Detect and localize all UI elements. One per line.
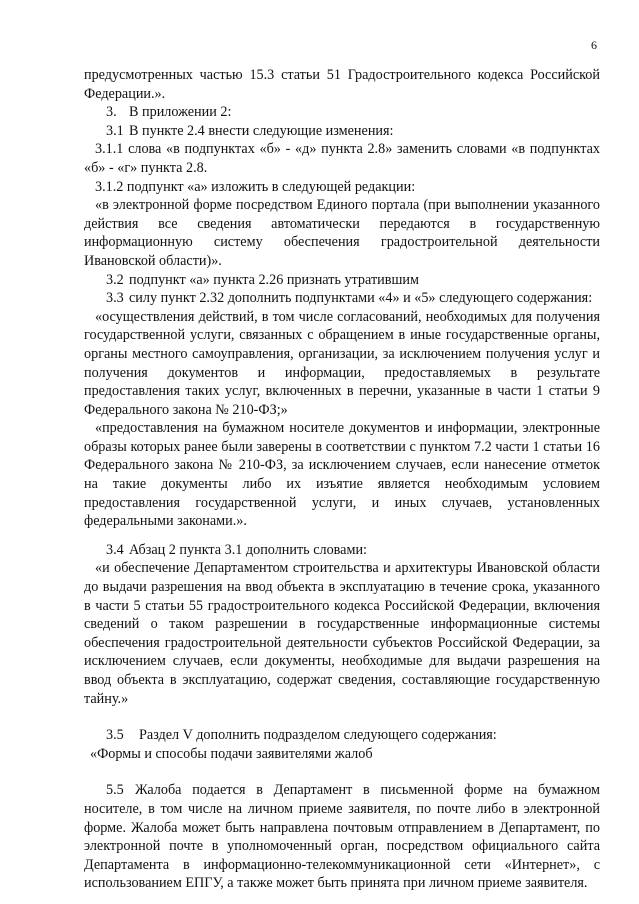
- page-number: 6: [591, 38, 597, 52]
- paragraph-quote-electronic-form: «в электронной форме посредством Единого портала (при выполнении указанного действия все сведения автоматически передаются в государственную информационную систему обеспечения градостроительной деятельности Ивановской области)».: [84, 197, 600, 269]
- paragraph-item-3-1: [84, 122, 600, 141]
- item-text: Раздел V дополнить подразделом следующего содержания:: [139, 727, 497, 744]
- paragraph-item-3-3: [84, 289, 600, 308]
- item-text: В приложении 2:: [129, 104, 232, 121]
- subsection-heading: «Формы и способы подачи заявителями жалоб: [90, 745, 373, 762]
- item-number: 3.1: [106, 122, 124, 139]
- item-text: Абзац 2 пункта 3.1 дополнить словами:: [129, 541, 367, 558]
- paragraph-item-5-5: [84, 781, 600, 893]
- paragraph-item-3-5: [84, 726, 600, 745]
- paragraph-item-3: [84, 103, 600, 122]
- item-number: 3.2: [106, 271, 124, 288]
- item-text: Жалоба подается в Департамент в письменной форме на бумажном носителе, в том числе на личном приеме заявителя, по почте либо в электронной форме. Жалоба может быть направлена почтовым отправлением в Департамент, по электронной почте в уполномоченный орган, посредством официального сайта Департамента в информационно-телекоммуникационной сети «Интернет», с использованием ЕПГУ, а также может быть принята при личном приеме заявителя.: [84, 782, 600, 892]
- item-text: В пункте 2.4 внести следующие изменения:: [129, 122, 394, 139]
- item-text: подпункт «а» пункта 2.26 признать утратившим: [129, 271, 419, 288]
- paragraph-federation-reference: предусмотренных частью 15.3 статьи 51 Градостроительного кодекса Российской Федерации.».: [84, 67, 600, 102]
- item-number: 3.: [106, 104, 117, 121]
- paragraph-quote-actions: «осуществления действий, в том числе согласований, необходимых для получения государственной услуги, связанных с обращением в иные государственные органы, органы местного самоуправления, организации, за исключением получения услуг и получения документов и информации, предоставляемых в результате предоставления таких услуг, включенных в перечни, указанные в части 1 статьи 9 Федерального закона № 210-ФЗ;»: [84, 308, 600, 418]
- item-number: 5.5: [106, 782, 124, 799]
- document-body: [84, 66, 600, 893]
- item-number: 3.4: [106, 541, 124, 558]
- paragraph-quote-paper-docs: «предоставления на бумажном носителе документов и информации, электронные образы которых ранее были заверены в соответствии с пунктом 7.2 части 1 статьи 16 Федерального закона № 210-ФЗ, за исключением случаев, если нанесение отметок на такие документы либо их изъятие является необходимым условием предоставления государственной услуги, и иных случаев, установленных федеральными законами.».: [84, 420, 600, 530]
- item-number: 3.5: [106, 727, 124, 744]
- paragraph-quote-department: «и обеспечение Департаментом строительства и архитектуры Ивановской области до выдачи разрешения на ввод объекта в эксплуатацию в течение срока, указанного в части 5 статьи 55 градостроительного кодекса Российской Федерации, включения сведений о таком разрешении в государственные информационные системы обеспечения градостроительной деятельности субъектов Российской Федерации, за исключением случаев, если документы, необходимые для выдачи разрешения на ввод объекта в эксплуатацию, содержат сведения, составляющие государственную тайну.»: [84, 560, 600, 707]
- paragraph-item-3-2: [84, 271, 600, 290]
- paragraph-item-3-1-1: 3.1.1 слова «в подпунктах «б» - «д» пункта 2.8» заменить словами «в подпунктах «б» - «г» пункта 2.8.: [84, 141, 600, 176]
- paragraph-item-3-1-2: 3.1.2 подпункт «а» изложить в следующей редакции:: [95, 178, 416, 195]
- paragraph-item-3-4: [84, 541, 600, 560]
- item-text: силу пункт 2.32 дополнить подпунктами «4» и «5» следующего содержания:: [129, 290, 593, 307]
- item-number: 3.3: [106, 290, 124, 307]
